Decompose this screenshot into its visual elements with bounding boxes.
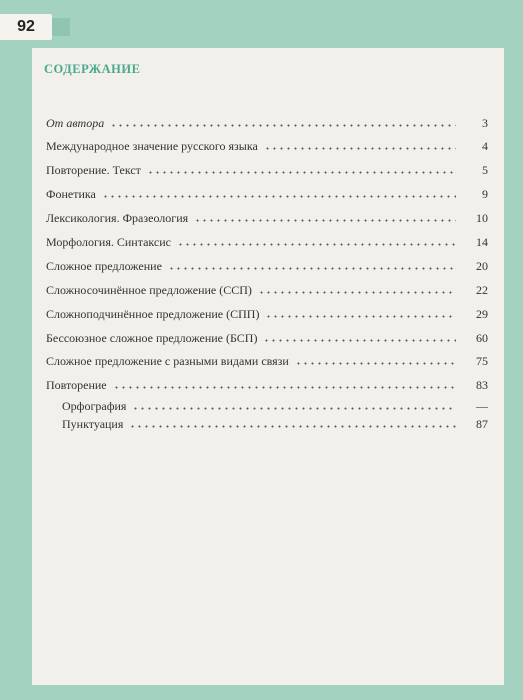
toc-entry xyxy=(46,354,488,370)
contents-title: СОДЕРЖАНИЕ xyxy=(44,62,141,76)
toc-entry-page: 83 xyxy=(476,378,488,392)
toc-entry-page: 5 xyxy=(482,163,488,177)
toc-entry-label: От автора xyxy=(46,116,105,130)
toc-entry-label: Сложное предложение с разными видами связи xyxy=(46,354,289,368)
toc-entry-page: 29 xyxy=(476,307,488,321)
toc-entry xyxy=(46,378,488,394)
toc-leader-dots xyxy=(194,219,456,222)
toc-entry-page: 3 xyxy=(482,116,488,130)
toc-entry xyxy=(46,235,488,251)
toc-leader-dots xyxy=(264,147,456,150)
toc-entry-page: 4 xyxy=(482,139,488,153)
toc-entry-label: Морфология. Синтаксис xyxy=(46,235,172,249)
contents-panel xyxy=(32,48,504,685)
toc-entry-label: Орфография xyxy=(62,399,127,413)
toc-entry-label: Сложноподчинённое предложение (СПП) xyxy=(46,307,260,321)
toc-entry-page: — xyxy=(476,399,488,413)
toc-entry-page: 87 xyxy=(476,417,488,431)
toc-entry-label: Сложносочинённое предложение (ССП) xyxy=(46,283,252,297)
toc-entry xyxy=(46,116,488,132)
toc-entry-page: 22 xyxy=(476,283,488,297)
page-number: 92 xyxy=(0,14,52,40)
toc-leader-dots xyxy=(102,195,456,198)
toc-entry xyxy=(46,283,488,299)
toc-entry xyxy=(46,307,488,323)
toc-leader-dots xyxy=(132,407,456,410)
toc-entry-label: Повторение xyxy=(46,378,107,392)
toc-subentry xyxy=(62,417,488,433)
toc-entry-label: Лексикология. Фразеология xyxy=(46,211,189,225)
toc-entry xyxy=(46,187,488,203)
toc-entry-label: Пунктуация xyxy=(62,417,124,431)
toc-entry-page: 9 xyxy=(482,187,488,201)
toc-entry-label: Фонетика xyxy=(46,187,96,201)
toc-subentry xyxy=(62,399,488,415)
toc-entry-page: 14 xyxy=(476,235,488,249)
toc-entry xyxy=(46,163,488,179)
toc-entry xyxy=(46,331,488,347)
toc-leader-dots xyxy=(177,243,456,246)
toc-entry xyxy=(46,139,488,155)
toc-leader-dots xyxy=(110,124,456,127)
toc-entry xyxy=(46,259,488,275)
toc-entry xyxy=(46,211,488,227)
toc-leader-dots xyxy=(263,339,456,342)
toc-leader-dots xyxy=(295,362,456,365)
toc-leader-dots xyxy=(113,386,456,389)
toc-entry-page: 75 xyxy=(476,354,488,368)
toc-entry-page: 20 xyxy=(476,259,488,273)
toc-leader-dots xyxy=(265,315,456,318)
toc-leader-dots xyxy=(258,291,456,294)
toc-entry-label: Сложное предложение xyxy=(46,259,162,273)
toc-entry-page: 60 xyxy=(476,331,488,345)
toc-entry-label: Бессоюзное сложное предложение (БСП) xyxy=(46,331,258,345)
toc-entry-label: Международное значение русского языка xyxy=(46,139,258,153)
toc-entry-page: 10 xyxy=(476,211,488,225)
decorative-strip xyxy=(52,18,70,36)
toc-leader-dots xyxy=(147,171,456,174)
toc-leader-dots xyxy=(168,267,456,270)
toc-entry-label: Повторение. Текст xyxy=(46,163,141,177)
toc-leader-dots xyxy=(129,425,456,428)
